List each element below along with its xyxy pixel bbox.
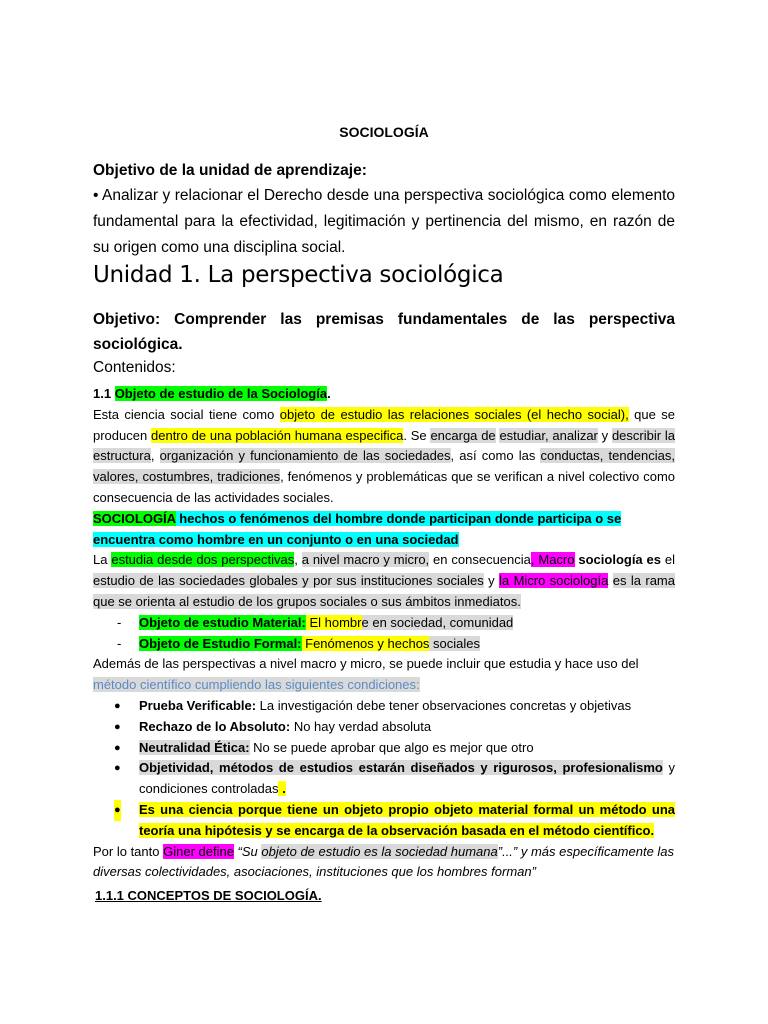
paragraph-scientific-method: Además de las perspectivas a nivel macro y micro, se puede incluir que estudia y hace uso del método científico cumpliendo las siguientes condiciones: xyxy=(93,656,639,693)
list-item: ● Rechazo de lo Absoluto: No hay verdad absoluta xyxy=(114,718,432,734)
unit-title: Unidad 1. La perspectiva sociológica xyxy=(93,262,504,288)
subsection-heading: 1.1.1 CONCEPTOS DE SOCIOLOGÍA. xyxy=(95,888,322,904)
body-text xyxy=(93,384,675,907)
list-item: ● Es una ciencia porque tiene un objeto propio objeto material formal un método una teoría una hipótesis y se encarga de la observación basada en el método científico. xyxy=(114,801,675,838)
learning-objective-heading: Objetivo de la unidad de aprendizaje: xyxy=(93,162,367,179)
list-item: ● Prueba Verificable: La investigación debe tener observaciones concretas y objetivas xyxy=(114,697,632,713)
list-item: - Objeto de Estudio Formal: Fenómenos y hechos sociales xyxy=(117,635,480,651)
document-title: SOCIOLOGÍA xyxy=(339,124,429,140)
conditions-list xyxy=(93,696,675,842)
object-of-study-list xyxy=(93,613,675,655)
list-item: - Objeto de estudio Material: El hombre en sociedad, comunidad xyxy=(117,614,514,630)
learning-objective-text: • Analizar y relacionar el Derecho desde una perspectiva sociológica como elemento fundamental para la efectividad, legitimación y pertinencia del mismo, en razón de su origen como una disciplina social. xyxy=(93,187,675,256)
paragraph-perspectives: La estudia desde dos perspectivas, a nivel macro y micro, en consecuencia, Macro sociología es el estudio de las sociedades globales y por sus instituciones sociales y la Micro sociología es la rama que se orienta al estudio de los grupos sociales o sus ámbitos inmediatos. xyxy=(93,552,675,609)
list-item: ● Objetividad, métodos de estudios estarán diseñados y rigurosos, profesionalismo y condiciones controladas . xyxy=(114,760,675,797)
contents-label: Contenidos: xyxy=(93,359,176,376)
paragraph-sociology-facts: SOCIOLOGÍA hechos o fenómenos del hombre donde participan donde participa o se encuentra como hombre en un conjunto o en una sociedad xyxy=(93,510,622,547)
list-item: ● Neutralidad Ética: No se puede aprobar que algo es mejor que otro xyxy=(114,739,534,755)
section-heading-1-1: 1.1 Objeto de estudio de la Sociología. xyxy=(93,386,331,401)
paragraph-giner: Por lo tanto Giner define “Su objeto de estudio es la sociedad humana”...” y más específicamente las diversas colectividades, asociaciones, instituciones que los hombres forman” xyxy=(93,843,675,880)
unit-objective: Objetivo: Comprender las premisas fundamentales de las perspectiva sociológica. xyxy=(93,311,675,353)
paragraph-definition: Esta ciencia social tiene como objeto de estudio las relaciones sociales (el hecho social), que se producen dentro de una población humana especifica. Se encarga de estudiar, analizar y describir la estructura, organización y funcionamiento de las sociedades, así como las conductas, tendencias, valores, costumbres, tradiciones, fenómenos y problemáticas que se verifican a nivel colectivo como consecuencia de las actividades sociales. xyxy=(93,406,675,505)
